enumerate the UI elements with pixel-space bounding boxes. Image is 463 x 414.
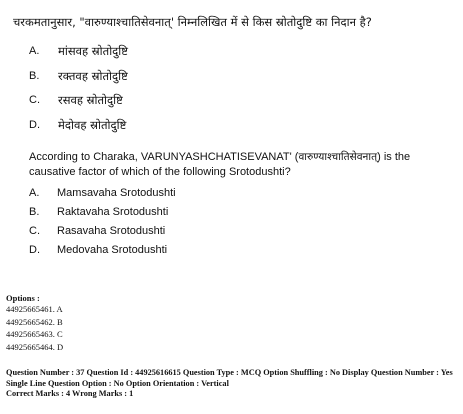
option-text: Rasavaha Srotodushti (57, 225, 166, 237)
option-text: Mamsavaha Srotodushti (57, 187, 176, 199)
footer-line-marks: Correct Marks : 4 Wrong Marks : 1 (6, 389, 134, 398)
question-metadata-footer (6, 368, 461, 400)
question-english-prefix: According to Charaka, VARUNYASHCHATISEVANAT' ( (29, 151, 299, 163)
footer-line-question-info: Question Number : 37 Question Id : 44925616615 Question Type : MCQ Option Shuffling : No Display Question Number : Yes (6, 368, 453, 377)
option-label: B. (29, 70, 40, 82)
question-english-suffix: ) is the (377, 151, 411, 163)
option-label: C. (29, 225, 40, 237)
question-text-english (29, 150, 449, 180)
question-text-hindi: चरकमतानुसार, "वारुण्याश्चातिसेवनात्' निम्नलिखित में से किस स्रोतोदुष्टि का निदान है? (13, 15, 372, 29)
question-english-line2: causative factor of which of the following Srotodushti? (29, 166, 291, 178)
option-label: D. (29, 119, 40, 131)
option-label: B. (29, 206, 40, 218)
option-label: D. (29, 244, 40, 256)
option-text: Medovaha Srotodushti (57, 244, 168, 256)
question-english-line1 (29, 150, 449, 165)
option-text: रसवह स्रोतोदुष्टि (58, 93, 123, 107)
options-heading: Options : (6, 293, 40, 303)
option-id-item: 44925665463. C (6, 329, 63, 340)
option-text: रक्तवह स्रोतोदुष्टि (58, 69, 128, 83)
option-id-list (6, 303, 63, 353)
option-id-item: 44925665461. A (6, 304, 63, 314)
option-id-item: 44925665462. B (6, 316, 63, 327)
option-label: C. (29, 94, 40, 106)
option-text: Raktavaha Srotodushti (57, 206, 169, 218)
option-id-item: 44925665464. D (6, 341, 64, 352)
option-text: मेदोवह स्रोतोदुष्टि (58, 118, 127, 132)
option-label: A. (29, 187, 40, 199)
option-text: मांसवह स्रोतोदुष्टि (58, 44, 128, 58)
question-english-devanagari: वारुण्याश्चातिसेवनात् (298, 151, 378, 163)
footer-line-option-info: Single Line Question Option : No Option Orientation : Vertical (6, 378, 229, 388)
option-label: A. (29, 45, 40, 57)
